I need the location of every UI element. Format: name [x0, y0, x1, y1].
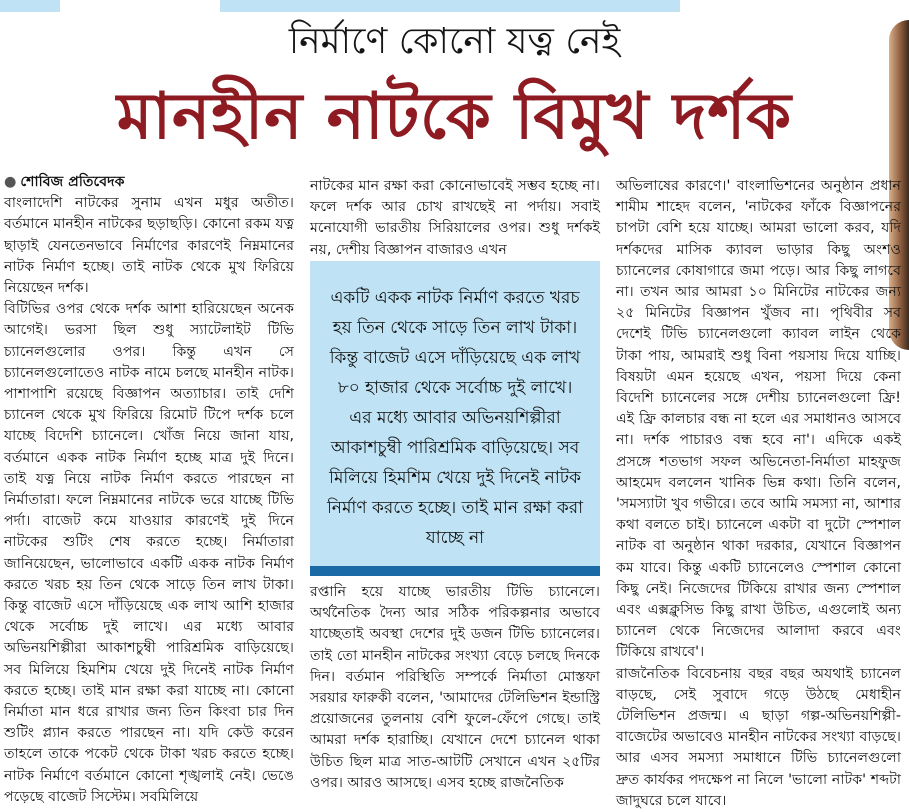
paragraph: অভিলাষের কারণে।' বাংলাভিশনের অনুষ্ঠান প্রধান শামীম শাহেদ বলেন, 'নাটকের ফাঁকে বিজ্ঞাপনের চাপটা বেশি হয়ে যাচ্ছে। আমরা ভালো করব, যদি দর্শকদের মাসিক ক্যাবল ভাড়ার কিছু অংশও চ্যানেলের কোষাগারে জমা পড়ে। আর কিছু লাগবে না। তখন আর আমরা ১০ মিনিটের নাটকের জন্য ২৫ মিনিটের বিজ্ঞাপন খুঁজব না। পৃথিবীর সব দেশেই টিভি চ্যানেলগুলো ক্যাবল লাইন থেকে টাকা পায়, আমরাই শুধু বিনা পয়সায় দিয়ে যাচ্ছি। বিষয়টা এমন হয়েছে এখন, পয়সা দিয়ে কেনা বিদেশি চ্যানেলের সঙ্গে দেশীয় চ্যানেলগুলো ফ্রি! এই ফ্রি কালচার বন্ধ না হলে এর সমাধানও আসবে না। দর্শক পাচারও বন্ধ হবে না'। এদিকে একই প্রসঙ্গে শতভাগ সফল অভিনেতা-নির্মাতা মাহফুজ আহমেদ বললেন খানিক ভিন্ন কথা। তিনি বলেন, 'সমস্যাটা খুব গভীরে। তবে আমি সমস্যা না, আশার কথা বলতে চাই। চ্যানেলে একটা বা দুটো স্পেশাল নাটক বা অনুষ্ঠান থাকা দরকার, যেখানে বিজ্ঞাপন কম যাবে। কিন্তু একটি চ্যানেলেও স্পেশাল কোনো কিছু নেই। নিজেদের টিকিয়ে রাখার জন্য স্পেশাল এবং এক্সক্লুসিভ কিছু রাখা উচিত, এগুলোই অন্য চ্যানেল থেকে নিজেদের আলাদা করবে এবং টিকিয়ে রাখবে'।	[616, 178, 901, 661]
pull-quote-box: একটি একক নাটক নির্মাণ করতে খরচ হয় তিন থেকে সাড়ে তিন লাখ টাকা। কিন্তু বাজেট এসে দাঁড়িয়েছে এক লাখ ৮০ হাজার থেকে সর্বোচ্চ দুই লাখে। এর মধ্যে আবার অভিনয়শিল্পীরা আকাশচুম্বী পারিশ্রমিক বাড়িয়েছে। সব মিলিয়ে হিমশিম খেয়ে দুই দিনেই নাটক নির্মাণ করতে হচ্ছে। তাই মান রক্ষা করা যাচ্ছে না	[310, 261, 600, 576]
paragraph: নাটকের মান রক্ষা করা কোনোভাবেই সম্ভব হচ্ছে না। ফলে দর্শক আর চোখ রাখছেই না পর্দায়। সবাই মনোযোগী ভারতীয় সিরিয়ালের ওপর। শুধু দর্শকই নয়, দেশীয় বিজ্ঞাপন বাজারও এখন	[310, 178, 600, 258]
kicker: নির্মাণে কোনো যত্ন নেই	[288, 21, 621, 62]
paragraph: বাংলাদেশি নাটকের সুনাম এখন মধুর অতীত। বর্তমানে মানহীন নাটকের ছড়াছড়ি। কোনো রকম যত্ন ছাড়াই যেনতেনভাবে নির্মাণের কারণেই নিম্নমানের নাটক নির্মাণ হচ্ছে। তাই নাটক থেকে মুখ ফিরিয়ে নিয়েছেন দর্শক।	[4, 195, 294, 297]
paragraph: রপ্তানি হয়ে যাচ্ছে ভারতীয় টিভি চ্যানেলে। অর্থনৈতিক দৈন্য আর সঠিক পরিকল্পনার অভাবে যাচ্ছেতাই অবস্থা দেশের দুই ডজন টিভি চ্যানেলের। তাই তো মানহীন নাটকের সংখ্যা বেড়ে চলছে দিনকে দিন। বর্তমান পরিস্থিতি সম্পর্কে নির্মাতা মোস্তফা সরয়ার ফারুকী বলেন, 'আমাদের টেলিভিশন ইন্ডাস্ট্রি প্রয়োজনের তুলনায় বেশি ফুলে-ফেঁপে গেছে। তাই আমরা দর্শক হারাচ্ছি। যেখানে দেশে চ্যানেল থাকা উচিত ছিল মাত্র সাত-আটটি সেখানে এখন ২৫টির ওপর। আরও আসছে। এসব হচ্ছে রাজনৈতিক	[310, 584, 600, 791]
byline-text: শোবিজ প্রতিবেদক	[20, 174, 125, 190]
article-column-2-bottom	[310, 582, 600, 794]
article-column-2-top	[310, 176, 600, 261]
article-column-3	[616, 176, 901, 812]
bullet-icon: ●	[4, 174, 17, 190]
top-decor-band	[0, 0, 60, 12]
paragraph: রাজনৈতিক বিবেচনায় বছর বছর অযথাই চ্যানেল বাড়ছে, সেই সুবাদে গড়ে উঠছে মেধাহীন টেলিভিশন প্রজন্ম। এ ছাড়া গল্প-অভিনয়শিল্পী-বাজেটের অভাবেও মানহীন নাটকের সংখ্যা বাড়ছে। আর এসব সমস্যা সমাধানে টিভি চ্যানেলগুলো দ্রুত কার্যকর পদক্ষেপ না নিলে 'ভালো নাটক' শব্দটা জাদুঘরে চলে যাবে।	[616, 665, 901, 809]
paragraph: বিটিভির ওপর থেকে দর্শক আশা হারিয়েছেন অনেক আগেই। ভরসা ছিল শুধু স্যাটেলাইট টিভি চ্যানেলগুলোর ওপর। কিন্তু এখন সে চ্যানেলগুলোতেও নাটক নামে চলছে মানহীন নাটক। পাশাপাশি রয়েছে বিজ্ঞাপন অত্যাচার। তাই দেশি চ্যানেল থেকে মুখ ফিরিয়ে রিমোট টিপে দর্শক চলে যাচ্ছে বিদেশি চ্যানেলে। খোঁজ নিয়ে জানা যায়, বর্তমানে একক নাটক নির্মাণ হচ্ছে মাত্র দুই দিনে। তাই যত্ন নিয়ে নাটক নির্মাণ করতে পারছেন না নির্মাতারা। ফলে নিম্নমানের নাটকে ভরে যাচ্ছে টিভি পর্দা। বাজেট কমে যাওয়ার কারণেই দুই দিনে নাটকের শুটিং শেষ করতে হচ্ছে। নির্মাতারা জানিয়েছেন, ভালোভাবে একটি একক নাটক নির্মাণ করতে খরচ হয় তিন থেকে সাড়ে তিন লাখ টাকা। কিন্তু বাজেট এসে দাঁড়িয়েছে এক লাখ আশি হাজার থেকে সর্বোচ্চ দুই লাখে। এর মধ্যে আবার অভিনয়শিল্পীরা আকাশচুম্বী পারিশ্রমিক বাড়িয়েছে। সব মিলিয়ে হিমশিম খেয়ে দুই দিনেই নাটক নির্মাণ করতে হচ্ছে। তাই মান রক্ষা করা যাচ্ছে না। কোনো নির্মাতা মান ধরে রাখার জন্য তিন কিংবা চার দিন শুটিং প্ল্যান করতে পারছেন না। যদি কেউ করেন তাহলে তাকে পকেট থেকে টাকা খরচ করতে হচ্ছে। নাটক নির্মাণে বর্তমানে কোনো শৃঙ্খলাই নেই। ভেঙে পড়েছে বাজেট সিস্টেম। সবমিলিয়ে	[4, 301, 294, 805]
article-column-1	[4, 172, 294, 808]
byline	[4, 172, 294, 193]
top-decor-band	[220, 0, 680, 12]
headline: মানহীন নাটকে বিমুখ দর্শক	[116, 80, 793, 154]
